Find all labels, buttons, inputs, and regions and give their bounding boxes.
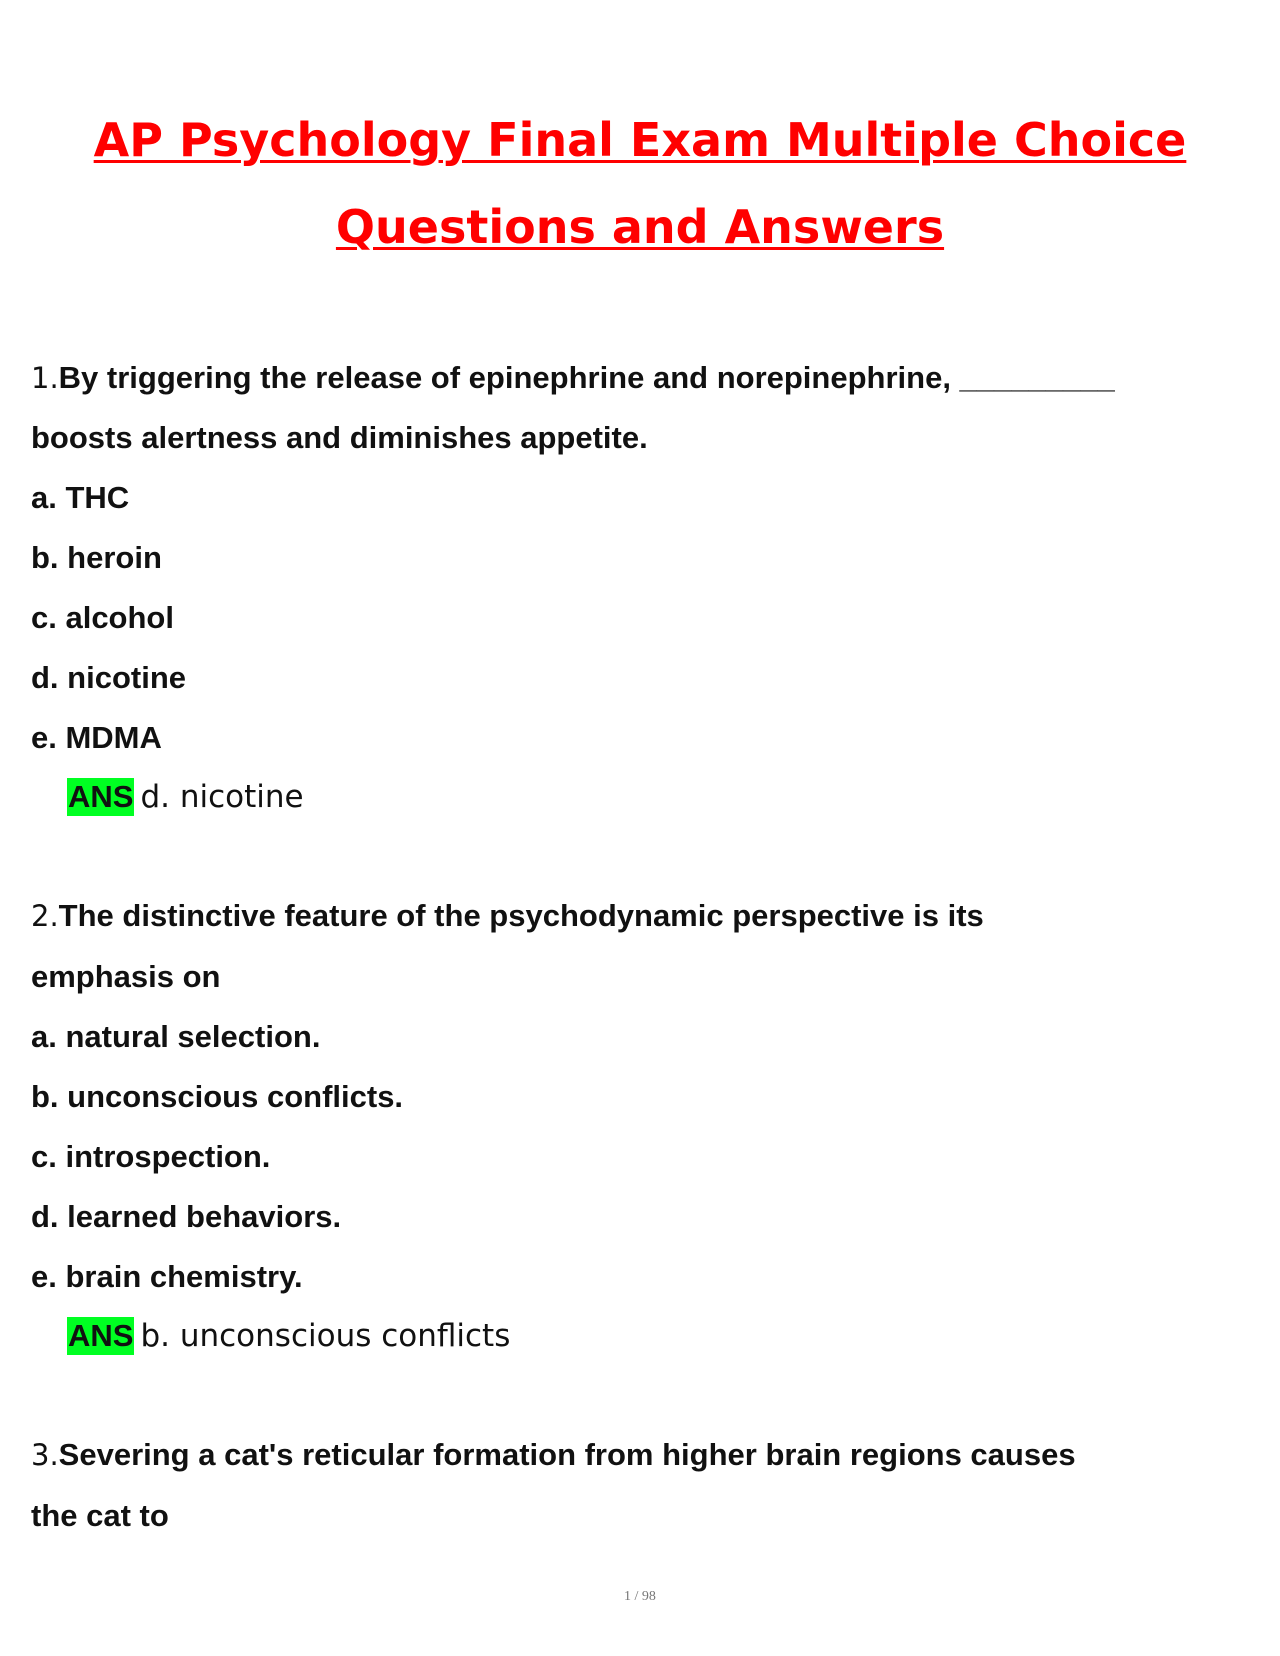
question-stem-line-1: The distinctive feature of the psychodynamic perspective is its bbox=[58, 898, 984, 933]
option-b: b. unconscious conflicts. bbox=[31, 1079, 404, 1114]
question-stem-line-2: the cat to bbox=[31, 1498, 169, 1533]
question-stem-line-1: By triggering the release of epinephrine and norepinephrine, _________ bbox=[58, 360, 1115, 395]
question-number: 1. bbox=[31, 361, 59, 395]
option-c: c. introspection. bbox=[31, 1139, 271, 1174]
answer-line bbox=[67, 778, 304, 816]
question-stem-line-1: Severing a cat's reticular formation from higher brain regions causes bbox=[58, 1437, 1076, 1472]
answer-text: b. unconscious conflicts bbox=[140, 1318, 511, 1354]
option-d: d. learned behaviors. bbox=[31, 1199, 342, 1234]
question-stem bbox=[31, 900, 984, 931]
answer-text: d. nicotine bbox=[140, 779, 304, 815]
question-stem-line-2: emphasis on bbox=[31, 959, 221, 994]
option-e: e. MDMA bbox=[31, 720, 162, 755]
option-b: b. heroin bbox=[31, 540, 162, 575]
question-stem-line-2: boosts alertness and diminishes appetite. bbox=[31, 420, 648, 455]
option-a: a. THC bbox=[31, 480, 130, 515]
question-stem bbox=[31, 362, 1115, 393]
document-title-line-2: Questions and Answers bbox=[335, 200, 945, 254]
question-number: 2. bbox=[31, 899, 59, 933]
answer-badge: ANS bbox=[68, 779, 134, 814]
option-a: a. natural selection. bbox=[31, 1019, 321, 1054]
question-stem bbox=[31, 1439, 1076, 1470]
option-e: e. brain chemistry. bbox=[31, 1259, 303, 1294]
option-c: c. alcohol bbox=[31, 600, 174, 635]
question-number: 3. bbox=[31, 1438, 59, 1472]
document-title-line-1: AP Psychology Final Exam Multiple Choice bbox=[93, 113, 1187, 167]
option-d: d. nicotine bbox=[31, 660, 186, 695]
page-indicator: 1 / 98 bbox=[624, 1589, 656, 1604]
answer-line bbox=[67, 1317, 510, 1355]
answer-badge: ANS bbox=[68, 1318, 134, 1353]
